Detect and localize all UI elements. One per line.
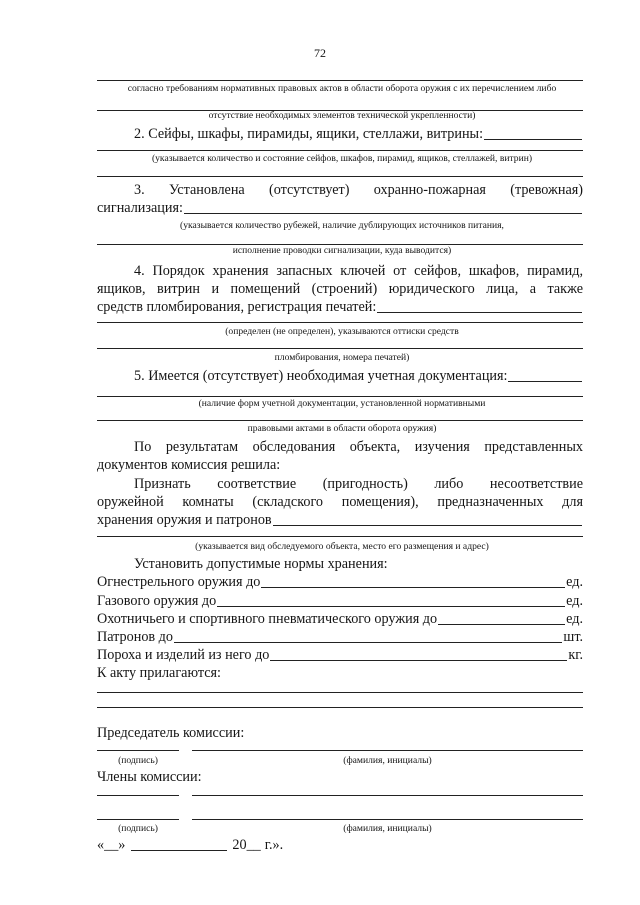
members-title: Члены комиссии: [97, 769, 202, 785]
norm-unit: ед. [566, 574, 583, 590]
decision-line-2: документов комиссия решила: [97, 457, 281, 473]
caption-accounting: (наличие форм учетной документации, установленной нормативными [198, 398, 486, 409]
caption-requirements: согласно требованиям нормативных правовых актов в области оборота оружия с их перечислением либо [127, 83, 557, 94]
norms-title: Установить допустимые нормы хранения: [134, 556, 388, 572]
section-3-line-2 [97, 199, 583, 217]
section-3-line-1: 3. Установлена (отсутствует) охранно-пожарная (тревожная) [134, 182, 583, 198]
norm-blank[interactable] [438, 623, 565, 625]
caption-name: (фамилия, инициалы) [343, 755, 432, 766]
section-3-alarm-label: сигнализация: [97, 200, 183, 216]
norm-label: Огнестрельного оружия до [97, 574, 261, 590]
caption-safes: (указывается количество и состояние сейфов, шкафов, пирамид, ящиков, стеллажей, витрин) [151, 153, 533, 164]
section-4-line-3 [97, 298, 583, 316]
section-3-blank[interactable] [184, 212, 582, 214]
decision-line-1: По результатам обследования объекта, изучения представленных [134, 439, 583, 455]
date-suffix: г.». [264, 837, 284, 853]
date-close-quote: » [118, 837, 126, 853]
norm-row-firearms [97, 573, 583, 591]
norm-blank[interactable] [174, 641, 562, 643]
norm-label: Охотничьего и спортивного пневматического оружия до [97, 611, 438, 627]
caption-name: (фамилия, инициалы) [343, 823, 432, 834]
date-open-quote: « [97, 837, 105, 853]
member-name-line[interactable] [192, 819, 583, 820]
norm-row-gunpowder [97, 646, 583, 664]
caption-signature: (подпись) [118, 755, 158, 766]
norm-blank[interactable] [270, 659, 567, 661]
norm-row-gas [97, 592, 583, 610]
date-year-prefix: 20 [232, 837, 247, 853]
section-2-text: 2. Сейфы, шкафы, пирамиды, ящики, стеллажи, витрины: [134, 126, 484, 142]
fill-line[interactable] [97, 176, 583, 177]
recognize-blank[interactable] [273, 524, 582, 526]
recognize-weapons-label: хранения оружия и патронов [97, 512, 272, 528]
member-name-line[interactable] [192, 795, 583, 796]
chairman-title: Председатель комиссии: [97, 725, 245, 741]
norm-unit: ед. [566, 611, 583, 627]
caption-legal-acts: правовыми актами в области оборота оружия) [247, 423, 437, 434]
section-4-line-2: ящиков, витрин и помещений (строений) юридического лица, а также [97, 281, 583, 297]
fill-line[interactable] [97, 396, 583, 397]
caption-object-type: (указывается вид обследуемого объекта, место его размещения и адрес) [195, 541, 489, 552]
attachments-line[interactable] [97, 707, 583, 708]
attachments-title: К акту прилагаются: [97, 665, 221, 681]
section-4-line-1: 4. Порядок хранения запасных ключей от сейфов, шкафов, пирамид, [134, 263, 583, 279]
fill-line[interactable] [97, 80, 583, 81]
chairman-signature-line[interactable] [97, 750, 179, 751]
caption-wiring: исполнение проводки сигнализации, куда выводится) [232, 245, 452, 256]
section-4-seals-label: средств пломбирования, регистрация печатей: [97, 299, 377, 315]
norm-unit: ед. [566, 593, 583, 609]
date-year-blank[interactable]: __ [246, 837, 261, 853]
fill-line[interactable] [97, 348, 583, 349]
date-line [97, 836, 283, 854]
caption-signature: (подпись) [118, 823, 158, 834]
norm-row-hunting [97, 610, 583, 628]
caption-stamps: пломбирования, номера печатей) [274, 352, 410, 363]
caption-technical-absence: отсутствие необходимых элементов технической укрепленности) [208, 110, 476, 121]
member-signature-line[interactable] [97, 819, 179, 820]
section-4-blank[interactable] [377, 311, 582, 313]
fill-line[interactable] [97, 420, 583, 421]
norm-unit: шт. [563, 629, 583, 645]
norm-row-cartridges [97, 628, 583, 646]
recognize-line-3 [97, 511, 583, 529]
section-2-blank[interactable] [484, 138, 582, 140]
date-day-blank[interactable]: __ [104, 837, 119, 853]
attachments-line[interactable] [97, 692, 583, 693]
fill-line[interactable] [97, 150, 583, 151]
section-5 [97, 367, 583, 385]
recognize-line-2: оружейной комнаты (складского помещения), предназначенных для [97, 494, 583, 510]
norm-unit: кг. [568, 647, 583, 663]
norm-label: Патронов до [97, 629, 173, 645]
caption-seals: (определен (не определен), указываются оттиски средств [225, 326, 459, 337]
caption-boundaries: (указывается количество рубежей, наличие дублирующих источников питания, [180, 220, 504, 231]
page-number: 72 [314, 46, 326, 60]
member-signature-line[interactable] [97, 795, 179, 796]
fill-line[interactable] [97, 536, 583, 537]
section-5-text: 5. Имеется (отсутствует) необходимая учетная документация: [134, 368, 508, 384]
section-2 [97, 125, 583, 143]
norm-label: Газового оружия до [97, 593, 217, 609]
date-month-blank[interactable] [131, 849, 227, 851]
fill-line[interactable] [97, 322, 583, 323]
norm-blank[interactable] [261, 586, 565, 588]
norm-blank[interactable] [217, 605, 565, 607]
chairman-name-line[interactable] [192, 750, 583, 751]
norm-label: Пороха и изделий из него до [97, 647, 270, 663]
section-5-blank[interactable] [508, 380, 582, 382]
recognize-line-1: Признать соответствие (пригодность) либо несоответствие [134, 476, 583, 492]
